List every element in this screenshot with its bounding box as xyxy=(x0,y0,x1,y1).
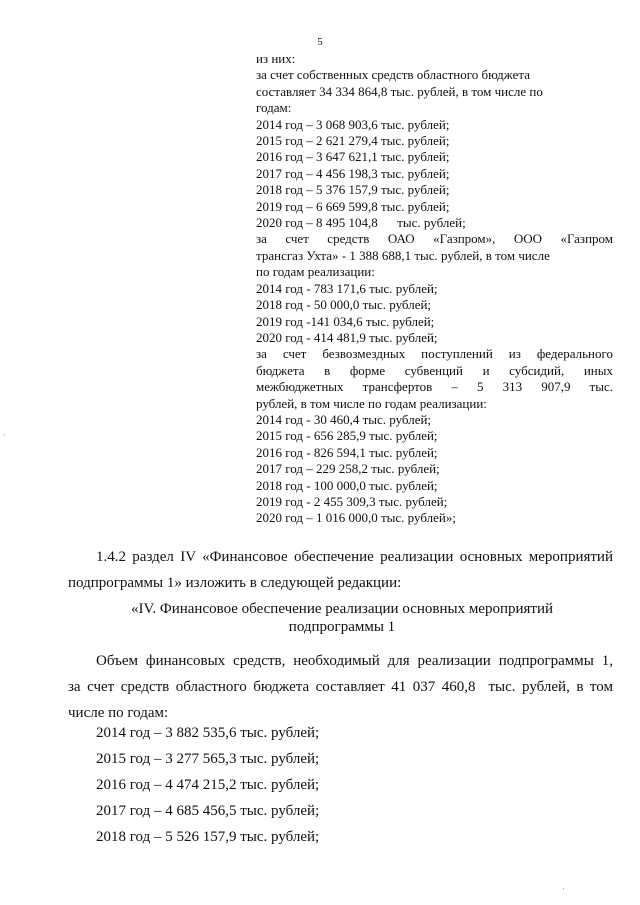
text-line: 2019 год -141 034,6 тыс. рублей; xyxy=(256,313,435,329)
year-item: 2017 год – 4 685 456,5 тыс. рублей; xyxy=(96,803,320,819)
text-line: 2016 год – 3 647 621,1 тыс. рублей; xyxy=(256,149,450,165)
year-item: 2015 год – 3 277 565,3 тыс. рублей; xyxy=(96,751,320,767)
text-line: 2014 год – 3 068 903,6 тыс. рублей; xyxy=(256,116,450,132)
text-line: за счет собственных средств областного бюджета xyxy=(256,67,530,83)
text-line: межбюджетных трансфертов – 5 313 907,9 тыс. xyxy=(256,379,613,395)
text-line: по годам реализации: xyxy=(256,264,375,280)
section-heading xyxy=(112,600,572,636)
paragraph-line: Объем финансовых средств, необходимый для реализации подпрограммы 1, xyxy=(96,653,613,669)
text-line: 2019 год – 6 669 599,8 тыс. рублей; xyxy=(256,198,450,214)
heading-line: «IV. Финансовое обеспечение реализации основных мероприятий xyxy=(130,601,554,617)
paragraph-line: подпрограммы 1» изложить в следующей редакции: xyxy=(68,575,402,591)
text-line: 2015 год – 2 621 279,4 тыс. рублей; xyxy=(256,133,450,149)
text-line: за счет средств ОАО «Газпром», ООО «Газпром xyxy=(256,231,613,247)
text-line: составляет 34 334 864,8 тыс. рублей, в том числе по xyxy=(256,83,543,99)
text-line: 2017 год – 4 456 198,3 тыс. рублей; xyxy=(256,165,450,181)
text-line: 2019 год - 2 455 309,3 тыс. рублей; xyxy=(256,493,448,509)
text-line: 2016 год - 826 594,1 тыс. рублей; xyxy=(256,444,438,460)
text-line: трансгаз Ухта» - 1 388 688,1 тыс. рублей, в том числе xyxy=(256,247,550,263)
text-line: 2020 год - 414 481,9 тыс. рублей; xyxy=(256,329,438,345)
year-item: 2016 год – 4 474 215,2 тыс. рублей; xyxy=(96,777,320,793)
paragraph-line: за счет средств областного бюджета составляет 41 037 460,8 тыс. рублей, в том xyxy=(68,679,613,695)
text-line: из них: xyxy=(256,51,296,66)
text-line: 2018 год – 5 376 157,9 тыс. рублей; xyxy=(256,182,450,198)
text-line: 2014 год - 30 460,4 тыс. рублей; xyxy=(256,411,432,427)
text-line: 2014 год - 783 171,6 тыс. рублей; xyxy=(256,280,438,296)
section-amendment-paragraph xyxy=(68,544,613,596)
upper-funding-block xyxy=(256,51,613,527)
text-line: рублей, в том числе по годам реализации: xyxy=(256,395,487,411)
text-line: 2020 год – 8 495 104,8 тыс. рублей; xyxy=(256,215,466,231)
year-item: 2014 год – 3 882 535,6 тыс. рублей; xyxy=(96,725,320,741)
text-line: за счет безвозмездных поступлений из федерального xyxy=(256,346,613,362)
text-line: 2017 год – 229 258,2 тыс. рублей; xyxy=(256,461,440,477)
text-line: 2015 год - 656 285,9 тыс. рублей; xyxy=(256,428,438,444)
scan-mark-left: · xyxy=(3,430,6,440)
scan-mark-bottom: · xyxy=(562,884,565,894)
text-line: годам: xyxy=(256,100,292,116)
text-line: 2020 год – 1 016 000,0 тыс. рублей»; xyxy=(256,510,456,526)
heading-line: подпрограммы 1 xyxy=(288,619,396,635)
paragraph-line: числе по годам: xyxy=(68,705,169,721)
text-line: 2018 год - 100 000,0 тыс. рублей; xyxy=(256,477,438,493)
year-item: 2018 год – 5 526 157,9 тыс. рублей; xyxy=(96,829,320,845)
funding-paragraph xyxy=(68,648,613,726)
page-number: 5 xyxy=(317,36,323,48)
paragraph-line: 1.4.2 раздел IV «Финансовое обеспечение реализации основных мероприятий xyxy=(96,549,613,565)
yearly-funding-list xyxy=(96,720,319,850)
text-line: 2018 год - 50 000,0 тыс. рублей; xyxy=(256,297,432,313)
text-line: бюджета в форме субвенций и субсидий, иных xyxy=(256,362,613,378)
